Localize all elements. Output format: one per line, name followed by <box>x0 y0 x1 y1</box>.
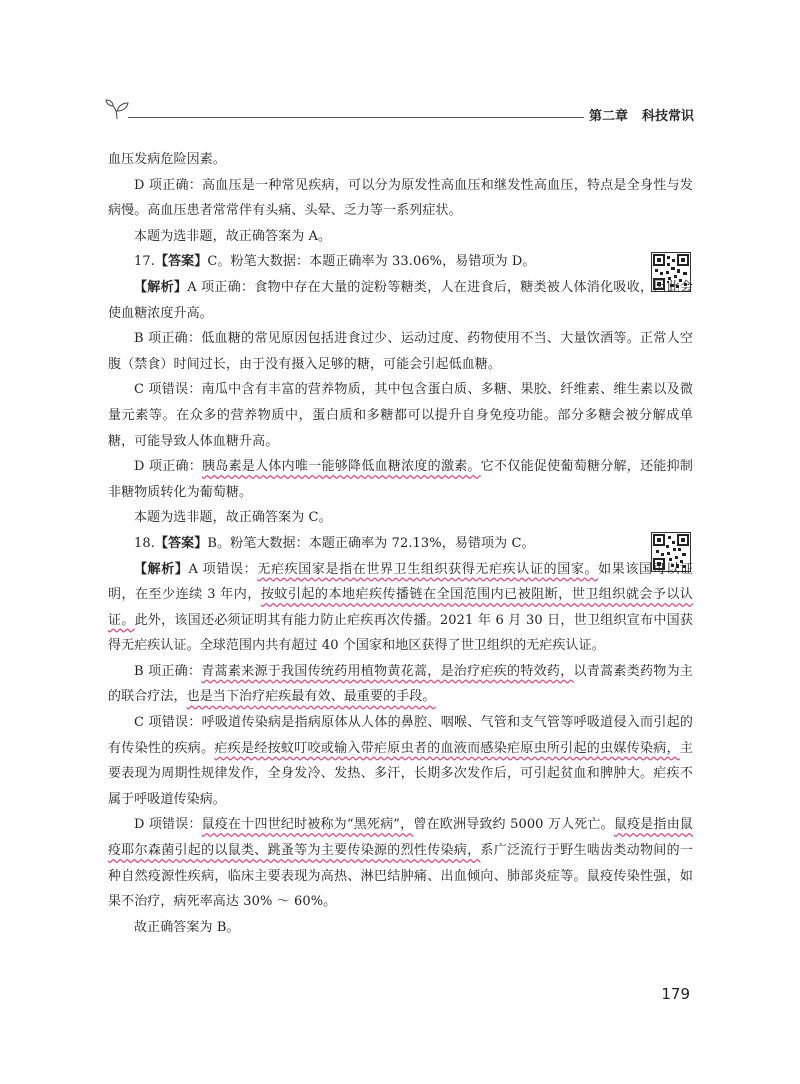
highlighted-text: 疟疾是经按蚊叮咬或输入带疟原虫者的血液而感染疟原虫所引起的虫媒传染病， <box>214 740 680 756</box>
question-number: 18. <box>134 535 155 551</box>
answer-tag: 【答案】 <box>154 535 208 551</box>
highlighted-text: 鼠疫在十四世纪时被称为“黑死病”， <box>201 817 414 833</box>
text-span: 系广泛流行于野生啮齿类动物间的一种自然疫源性疾病，临床主要表现为高热、淋巴结肿痛、出血倾向、肺部炎症等。鼠疫传染性强，如果不治疗，病死率高达 30% ～ 60%。 <box>108 843 693 910</box>
text-span: C 项错误：呼吸道传染病是指病原体从人体的鼻腔、咽喉、气管和支气管等呼吸道侵入而引起的有传染性的疾病。 <box>108 715 693 756</box>
answer-17 <box>108 249 693 275</box>
text-span: D 项正确： <box>134 459 203 475</box>
paragraph <box>108 659 693 710</box>
text-span: 此外，该国还必须证明其有能力防止疟疾再次传播。2021 年 6 月 30 日，世卫组织宣布中国获得无疟疾认证。全球范围内共有超过 40 个国家和地区获得了世卫组织的无疟疾认证。 <box>108 612 694 654</box>
answer-explanation-body <box>108 147 693 940</box>
analysis-18 <box>108 557 693 659</box>
analysis-tag: 【解析】 <box>134 561 189 577</box>
answer-text: B。粉笔大数据：本题正确率为 72.13%，易错项为 C。 <box>207 535 535 551</box>
paragraph: 故正确答案为 B。 <box>134 919 240 935</box>
paragraph: 本题为选非题，故正确答案为 C。 <box>134 510 332 526</box>
text-span: A 项错误： <box>188 561 258 577</box>
analysis-tag: 【解析】 <box>134 279 188 295</box>
sprout-leaf-icon <box>104 99 130 125</box>
page-number: 179 <box>661 985 690 1003</box>
text-span: 它不仅能促使葡萄糖分解，还能抑制非糖物质转化为葡萄糖。 <box>108 459 693 500</box>
paragraph <box>108 710 693 812</box>
header-rule <box>128 117 584 118</box>
paragraph: 本题为选非题，故正确答案为 A。 <box>134 228 332 244</box>
paragraph <box>108 812 693 914</box>
highlighted-text: 青蒿素来源于我国传统药用植物黄花蒿，是治疗疟疾的特效药， <box>201 663 574 679</box>
answer-18 <box>108 531 693 557</box>
chapter-number: 第二章 <box>588 109 628 124</box>
paragraph: C 项错误：南瓜中含有丰富的营养物质，其中包含蛋白质、多糖、果胶、纤维素、维生素以及微量元素等。在众多的营养物质中，蛋白质和多糖都可以提升自身免疫功能。部分多糖会被分解成单糖，可能导致人体血糖升高。 <box>108 382 693 449</box>
paragraph: D 项正确：高血压是一种常见疾病，可以分为原发性高血压和继发性高血压，特点是全身性与发病慢。高血压患者常常伴有头痛、头晕、乏力等一系列症状。 <box>108 177 693 219</box>
text-span: B 项正确： <box>134 663 202 679</box>
highlighted-text: 按蚊引起的本地疟疾传播链在全国范围内已被阻断，世卫组织就会予以认证。 <box>108 587 694 628</box>
paragraph: B 项正确：低血糖的常见原因包括进食过少、运动过度、药物使用不当、大量饮酒等。正常人空腹（禁食）时间过长，由于没有摄入足够的糖，可能会引起低血糖。 <box>108 331 693 372</box>
highlighted-text: 无疟疾国家是指在世界卫生组织获得无疟疾认证的国家。 <box>257 561 599 577</box>
paragraph <box>108 454 693 505</box>
highlighted-text: 也是当下治疗疟疾最有效、最重要的手段。 <box>186 689 436 705</box>
text-span: 如果该国可以证明，在至少连续 3 年内， <box>108 561 693 603</box>
text-span: D 项错误： <box>134 817 202 833</box>
text-span: 主要表现为周期性规律发作，全身发冷、发热、多汗，长期多次发作后，可引起贫血和脾肿大。疟疾不属于呼吸道传染病。 <box>108 740 693 807</box>
text-span: 曾在欧洲导致约 5000 万人死亡。 <box>413 817 614 833</box>
answer-text: C。粉笔大数据：本题正确率为 33.06%，易错项为 D。 <box>207 254 536 270</box>
answer-tag: 【答案】 <box>154 254 208 270</box>
text-span: 以青蒿素类药物为主的联合疗法， <box>108 663 693 705</box>
chapter-section: 科技常识 <box>641 109 694 124</box>
highlighted-text: 鼠疫是指由鼠疫耶尔森菌引起的以鼠类、跳蚤等为主要传染源的烈性传染病， <box>108 817 693 859</box>
highlighted-text: 胰岛素是人体内唯一能够降低血糖浓度的激素。 <box>202 459 481 475</box>
paragraph: 血压发病危险因素。 <box>108 152 226 167</box>
question-number: 17. <box>134 254 155 270</box>
page-header <box>106 95 694 125</box>
analysis-17 <box>108 275 693 326</box>
chapter-title <box>575 105 694 124</box>
analysis-text: A 项正确：食物中存在大量的淀粉等糖类，人在进食后，糖类被人体消化吸收，因此会使血糖浓度升高。 <box>108 279 693 321</box>
